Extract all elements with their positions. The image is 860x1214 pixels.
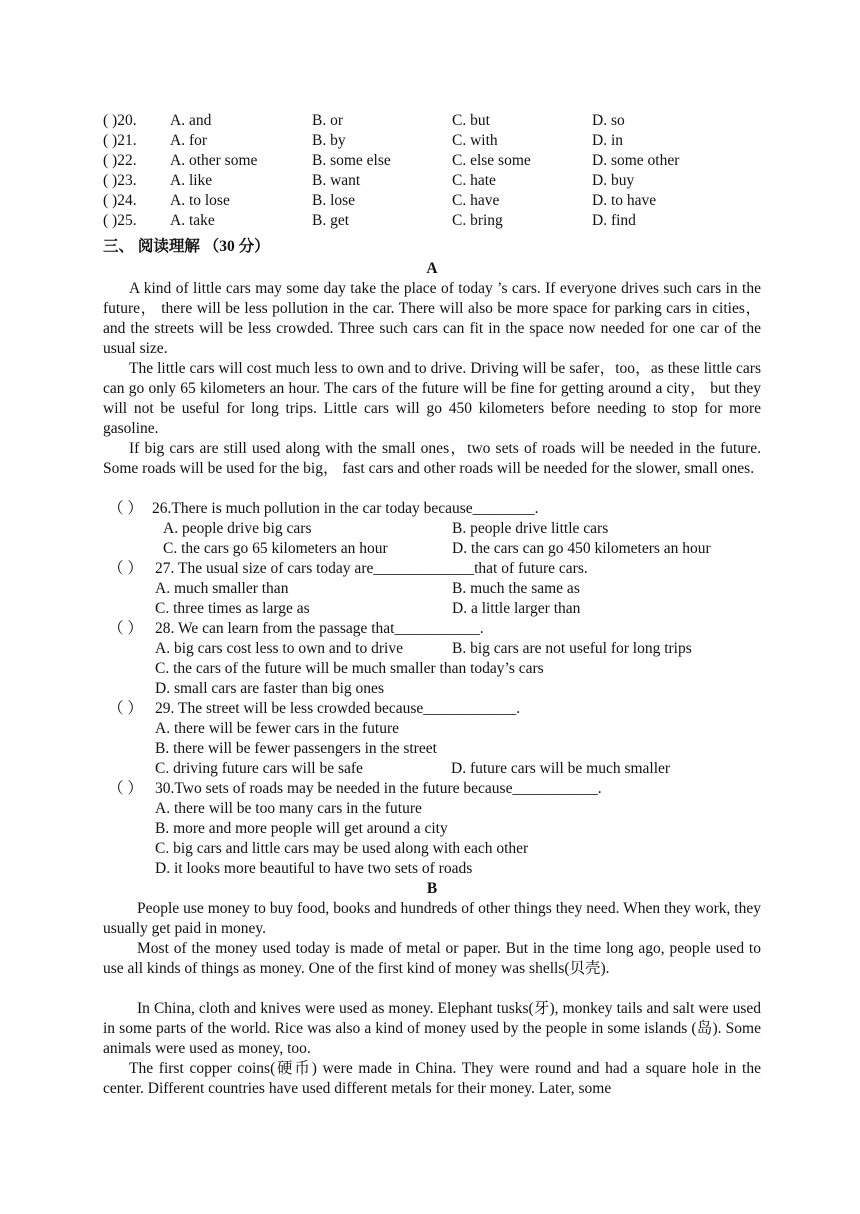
option-c: C. the cars of the future will be much smaller than today’s cars — [155, 660, 544, 677]
option-d: D. to have — [592, 192, 657, 209]
passage-b-heading: B — [426, 880, 438, 897]
cloze-option-row — [103, 131, 761, 151]
option-a: A. like — [170, 172, 213, 189]
passage-a-paragraph-3: If big cars are still used along with the small ones，two sets of roads will be needed in the future. Some roads will be used for the big， fast cars and other roads will be needed for the slower, small ones. — [103, 440, 761, 477]
option-b: B. or — [312, 112, 343, 129]
question-number: ( )24. — [103, 192, 137, 209]
option-b: B. much the same as — [452, 580, 580, 597]
option-b: B. there will be fewer passengers in the street — [155, 740, 437, 757]
cloze-option-row — [103, 171, 761, 191]
option-c: C. driving future cars will be safe — [155, 760, 363, 777]
passage-b-paragraph-2: Most of the money used today is made of metal or paper. But in the time long ago, people used to use all kinds of things as money. One of the first kind of money was shells(贝壳). — [103, 940, 761, 977]
question-number: ( )22. — [103, 152, 137, 169]
question-number: ( )25. — [103, 212, 137, 229]
question-stem: 29. The street will be less crowded because____________. — [155, 700, 521, 717]
option-d: D. the cars can go 450 kilometers an hour — [452, 540, 711, 557]
option-c: C. three times as large as — [155, 600, 310, 617]
passage-a-heading: A — [426, 260, 438, 277]
cloze-option-row — [103, 191, 761, 211]
question-stem: 27. The usual size of cars today are_____________that of future cars. — [155, 560, 588, 577]
question-number: ( )23. — [103, 172, 137, 189]
answer-bracket: （ ） — [108, 560, 143, 577]
option-b: B. more and more people will get around a city — [155, 820, 448, 837]
option-a: A. to lose — [170, 192, 230, 209]
option-d: D. in — [592, 132, 623, 149]
option-a: A. for — [170, 132, 208, 149]
option-c: C. with — [452, 132, 498, 149]
option-d: D. a little larger than — [452, 600, 581, 617]
option-a: A. take — [170, 212, 215, 229]
option-b: B. by — [312, 132, 346, 149]
option-a: A. other some — [170, 152, 258, 169]
answer-bracket: （ ） — [108, 620, 143, 637]
option-c: C. the cars go 65 kilometers an hour — [163, 540, 388, 557]
question-stem: 28. We can learn from the passage that___________. — [155, 620, 484, 637]
cloze-option-row — [103, 111, 761, 131]
option-d: D. buy — [592, 172, 635, 189]
answer-bracket: （ ） — [108, 700, 143, 717]
option-a: A. big cars cost less to own and to drive — [155, 640, 403, 657]
option-d: D. future cars will be much smaller — [451, 760, 671, 777]
option-b: B. get — [312, 212, 350, 229]
option-a: A. and — [170, 112, 212, 129]
option-a: A. much smaller than — [155, 580, 289, 597]
option-d: D. some other — [592, 152, 680, 169]
passage-a-paragraph-2: The little cars will cost much less to own and to drive. Driving will be safer，too，as these little cars can go only 65 kilometers an hour. The cars of the future will be fine for getting around a city， but they will not be useful for long trips. Little cars will go 450 kilometers before needing to stop for more gasoline. — [103, 360, 761, 437]
cloze-option-row — [103, 151, 761, 171]
passage-b-paragraph-4: The first copper coins(硬币) were made in China. They were round and had a square hole in the center. Different countries have used different metals for their money. Later, some — [103, 1060, 761, 1097]
option-c: C. bring — [452, 212, 503, 229]
option-c: C. big cars and little cars may be used along with each other — [155, 840, 529, 857]
question-number: ( )21. — [103, 132, 137, 149]
question-number: ( )20. — [103, 112, 137, 129]
passage-b-paragraph-1: People use money to buy food, books and hundreds of other things they need. When they work, they usually get paid in money. — [103, 900, 761, 937]
passage-b-paragraph-3: In China, cloth and knives were used as money. Elephant tusks(牙), monkey tails and salt were used in some parts of the world. Rice was also a kind of money used by the people in some islands (岛). Some animals were used as money, too. — [103, 1000, 761, 1057]
option-b: B. some else — [312, 152, 391, 169]
passage-a-paragraph-1: A kind of little cars may some day take the place of today ’s cars. If everyone drives such cars in the future， there will be less pollution in the car. There will also be more space for parking cars in cities， and the streets will be less crowded. Three such cars can fit in the space now needed for one car of the usual size. — [103, 280, 761, 357]
cloze-option-row — [103, 211, 761, 231]
option-d: D. find — [592, 212, 636, 229]
option-d: D. it looks more beautiful to have two sets of roads — [155, 860, 473, 877]
option-a: A. there will be fewer cars in the future — [155, 720, 400, 737]
option-b: B. big cars are not useful for long trips — [452, 640, 692, 657]
option-c: C. have — [452, 192, 500, 209]
question-stem: 26.There is much pollution in the car today because________. — [152, 500, 539, 517]
section-title: 三、 阅读理解 （30 分） — [103, 238, 270, 255]
option-b: B. people drive little cars — [452, 520, 609, 537]
option-b: B. lose — [312, 192, 356, 209]
question-stem: 30.Two sets of roads may be needed in the future because___________. — [155, 780, 602, 797]
answer-bracket: （ ） — [108, 780, 143, 797]
option-d: D. small cars are faster than big ones — [155, 680, 384, 697]
option-b: B. want — [312, 172, 361, 189]
option-c: C. else some — [452, 152, 531, 169]
option-a: A. there will be too many cars in the future — [155, 800, 422, 817]
option-d: D. so — [592, 112, 625, 129]
option-a: A. people drive big cars — [163, 520, 312, 537]
option-c: C. hate — [452, 172, 496, 189]
answer-bracket: （ ） — [108, 500, 143, 517]
option-c: C. but — [452, 112, 490, 129]
